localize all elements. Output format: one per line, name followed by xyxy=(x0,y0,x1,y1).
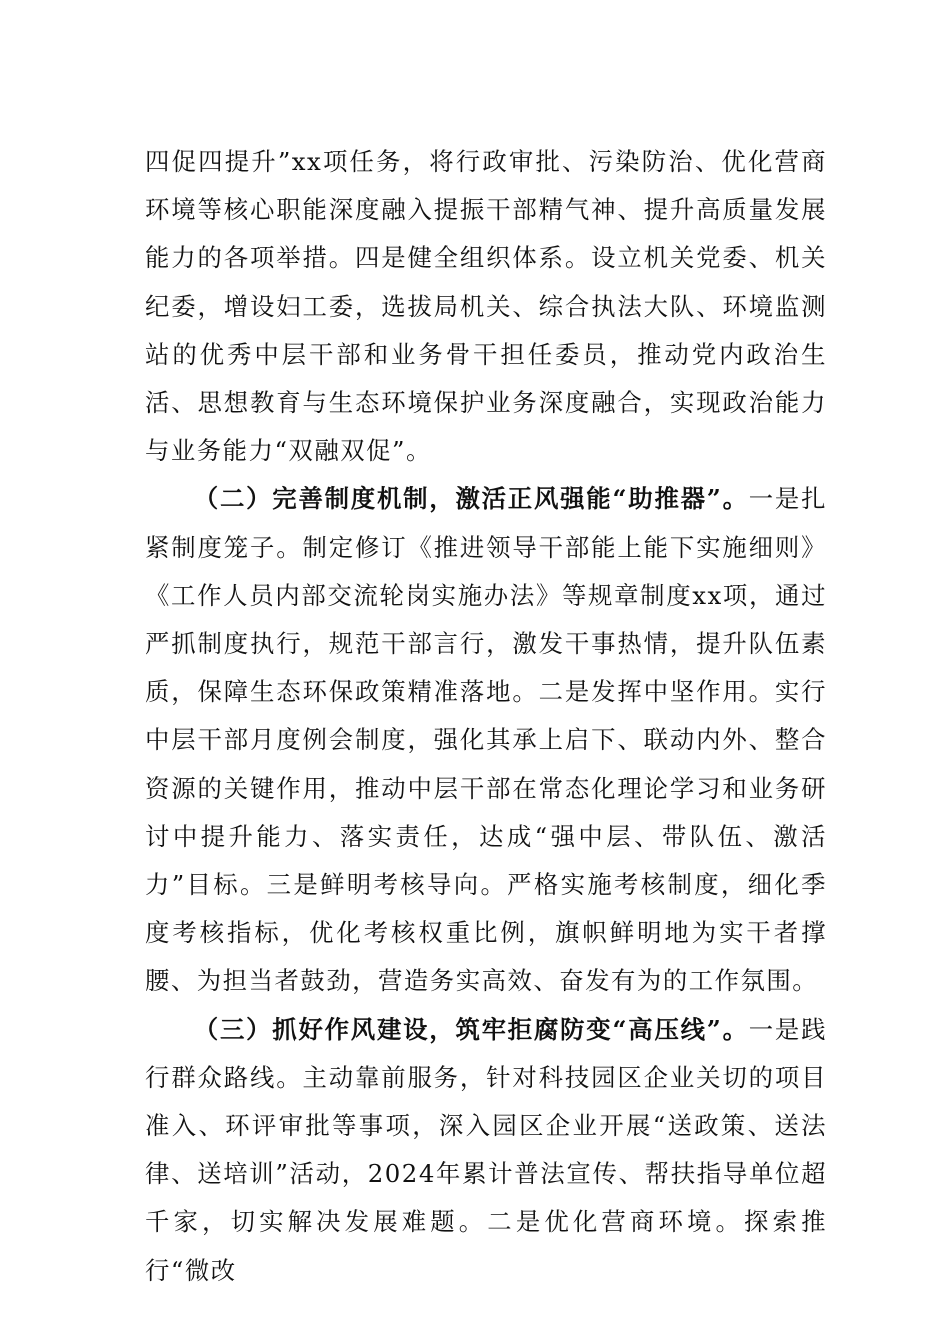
section-heading: （二）完善制度机制，激活正风强能“助推器”。 xyxy=(193,484,749,514)
document-body xyxy=(145,138,827,1295)
paragraph-body: 一是践行群众路线。主动靠前服务，针对科技园区企业关切的项目准入、环评审批等事项，深入园区企业开展“送政策、送法律、送培训”活动，2024年累计普法宣传、帮扶指导单位超千家，切实解决发展难题。二是优化营商环境。探索推行“微改 xyxy=(145,1014,827,1285)
paragraph-body: 四促四提升”xx项任务，将行政审批、污染防治、优化营商环境等核心职能深度融入提振干部精气神、提升高质量发展能力的各项举措。四是健全组织体系。设立机关党委、机关纪委，增设妇工委，选拔局机关、综合执法大队、环境监测站的优秀中层干部和业务骨干担任委员，推动党内政治生活、思想教育与生态环境保护业务深度融合，实现政治能力与业务能力“双融双促”。 xyxy=(145,147,827,466)
paragraph-continuation xyxy=(145,138,827,475)
section-heading: （三）抓好作风建设，筑牢拒腐防变“高压线”。 xyxy=(193,1014,749,1044)
paragraph-section-two xyxy=(145,475,827,1005)
paragraph-section-three xyxy=(145,1006,827,1295)
paragraph-body: 一是扎紧制度笼子。制定修订《推进领导干部能上能下实施细则》《工作人员内部交流轮岗实施办法》等规章制度xx项，通过严抓制度执行，规范干部言行，激发干事热情，提升队伍素质，保障生态环保政策精准落地。二是发挥中坚作用。实行中层干部月度例会制度，强化其承上启下、联动内外、整合资源的关键作用，推动中层干部在常态化理论学习和业务研讨中提升能力、落实责任，达成“强中层、带队伍、激活力”目标。三是鲜明考核导向。严格实施考核制度，细化季度考核指标，优化考核权重比例，旗帜鲜明地为实干者撑腰、为担当者鼓劲，营造务实高效、奋发有为的工作氛围。 xyxy=(145,484,827,996)
